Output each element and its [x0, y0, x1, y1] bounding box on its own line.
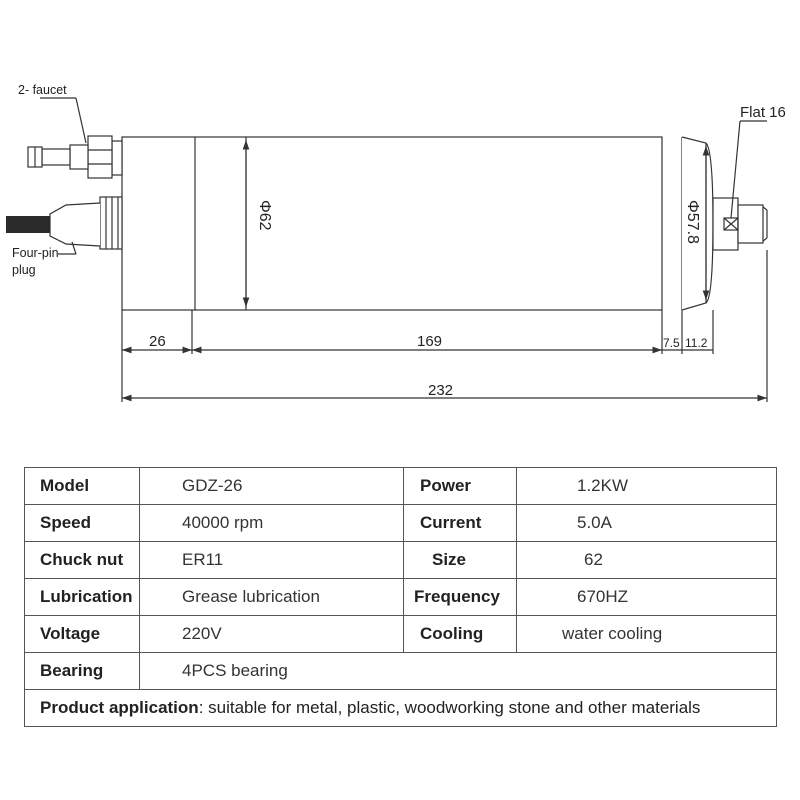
spec-table	[24, 467, 777, 727]
chuck-nut-value: ER11	[140, 542, 404, 579]
speed-label: Speed	[25, 505, 140, 542]
body-diameter-label: Φ62	[256, 200, 273, 231]
model-label: Model	[25, 468, 140, 505]
nose-diameter-label: Φ57.8	[684, 200, 701, 244]
model-value: GDZ-26	[140, 468, 404, 505]
cooling-value: water cooling	[517, 616, 777, 653]
size-value: 62	[517, 542, 777, 579]
spindle-body	[122, 137, 662, 310]
application-value: : suitable for metal, plastic, woodworking stone and other materials	[198, 698, 701, 717]
power-value: 1.2KW	[517, 468, 777, 505]
table-row	[25, 690, 777, 727]
table-row	[25, 653, 777, 690]
bearing-label: Bearing	[25, 653, 140, 690]
chuck-nut	[738, 205, 763, 243]
frequency-label: Frequency	[404, 579, 517, 616]
spindle-shaft	[713, 198, 738, 250]
table-row	[25, 616, 777, 653]
table-row	[25, 505, 777, 542]
application-label: Product application	[40, 698, 199, 717]
dim-169: 169	[417, 333, 443, 350]
bearing-value: 4PCS bearing	[140, 653, 777, 690]
frequency-value: 670HZ	[517, 579, 777, 616]
faucet-label: 2- faucet	[18, 83, 67, 97]
table-row	[25, 468, 777, 505]
speed-value: 40000 rpm	[140, 505, 404, 542]
flat-label: Flat 16	[740, 104, 786, 121]
voltage-label: Voltage	[25, 616, 140, 653]
dim-232: 232	[428, 382, 454, 399]
dim-26: 26	[149, 333, 166, 350]
table-row	[25, 579, 777, 616]
current-value: 5.0A	[517, 505, 777, 542]
table-row	[25, 542, 777, 579]
current-label: Current	[404, 505, 517, 542]
faucet-fitting	[28, 136, 122, 178]
cooling-label: Cooling	[404, 616, 517, 653]
dim-7-5: 7.5	[663, 336, 680, 350]
four-pin-plug	[50, 197, 122, 249]
application-row	[25, 690, 777, 727]
size-label: Size	[404, 542, 517, 579]
lubrication-label: Lubrication	[25, 579, 140, 616]
plug-label-line1: Four-pin	[12, 246, 59, 260]
lubrication-value: Grease lubrication	[140, 579, 404, 616]
power-cable	[6, 216, 50, 233]
plug-label-line2: plug	[12, 263, 36, 277]
chuck-nut-label: Chuck nut	[25, 542, 140, 579]
voltage-value: 220V	[140, 616, 404, 653]
power-label: Power	[404, 468, 517, 505]
dim-11-2: 11.2	[685, 336, 708, 350]
